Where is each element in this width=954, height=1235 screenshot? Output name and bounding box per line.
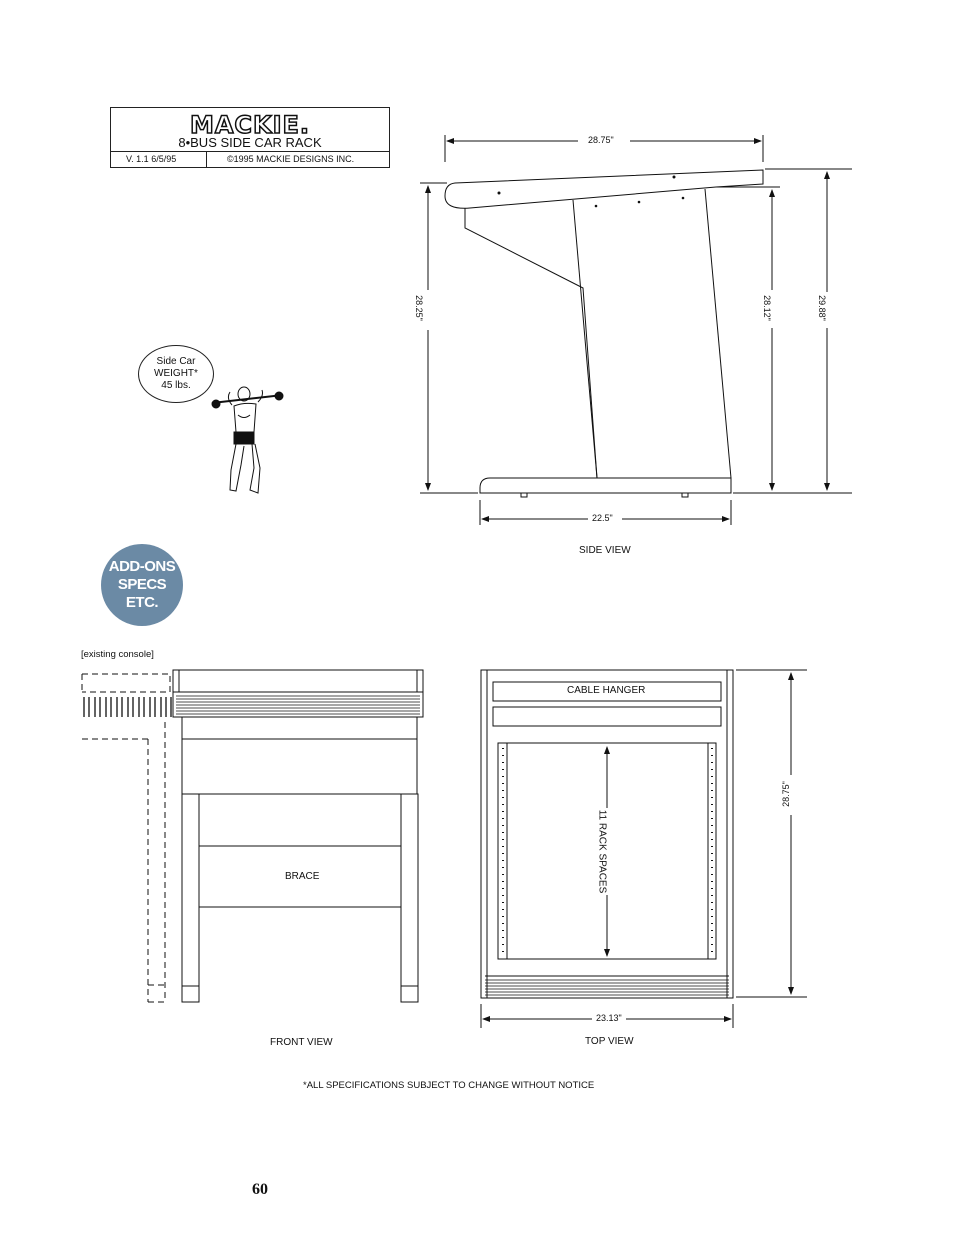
front-view-drawing bbox=[82, 670, 423, 1002]
side-view-drawing bbox=[420, 135, 852, 525]
badge-line-3: ETC. bbox=[125, 594, 159, 611]
top-view-drawing bbox=[481, 670, 807, 1028]
footnote: *ALL SPECIFICATIONS SUBJECT TO CHANGE WITHOUT NOTICE bbox=[303, 1080, 595, 1091]
side-dim-top: 28.75" bbox=[588, 135, 614, 145]
brace-label: BRACE bbox=[285, 871, 320, 882]
side-dim-bottom: 22.5" bbox=[592, 513, 613, 523]
top-view-label: TOP VIEW bbox=[585, 1036, 634, 1047]
cable-hanger-label: CABLE HANGER bbox=[567, 685, 646, 696]
side-dim-left: 28.25" bbox=[413, 295, 424, 321]
version-label: V. 1.1 6/5/95 bbox=[126, 154, 177, 164]
front-view-label: FRONT VIEW bbox=[270, 1037, 333, 1048]
side-dim-right-inner: 28.12" bbox=[761, 295, 772, 321]
side-dim-right-outer: 29.88" bbox=[816, 295, 827, 321]
product-title: 8•BUS SIDE CAR RACK bbox=[178, 135, 322, 150]
top-dim-right: 28.75" bbox=[780, 781, 791, 807]
weight-line-2: WEIGHT* bbox=[154, 368, 198, 379]
side-view-label: SIDE VIEW bbox=[579, 545, 631, 556]
copyright-label: ©1995 MACKIE DESIGNS INC. bbox=[227, 154, 355, 164]
weight-line-3: 45 lbs. bbox=[161, 380, 191, 391]
existing-console-label: [existing console] bbox=[81, 649, 154, 660]
rack-spaces-label: 11 RACK SPACES bbox=[596, 809, 608, 894]
weight-line-1: Side Car bbox=[156, 356, 196, 367]
page-number: 60 bbox=[252, 1181, 268, 1198]
mackie-logo: MACKIE. bbox=[189, 111, 311, 139]
badge-line-1: ADD-ONS bbox=[108, 558, 176, 575]
top-dim-bottom: 23.13" bbox=[596, 1013, 622, 1023]
badge-line-2: SPECS bbox=[117, 576, 167, 593]
strongman-illustration bbox=[212, 387, 283, 493]
